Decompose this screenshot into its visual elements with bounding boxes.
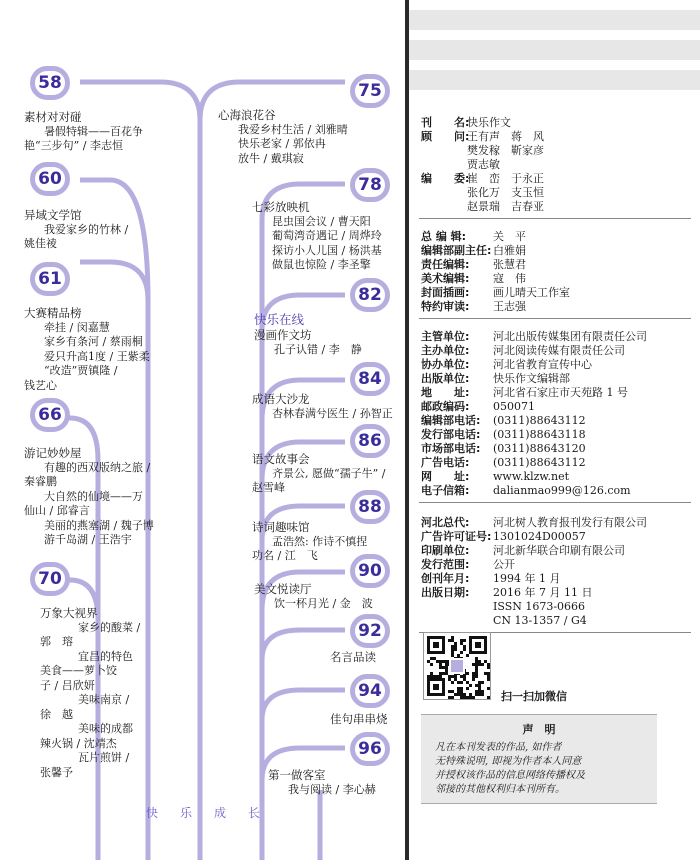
- notice-line: 凡在本刊发表的作品, 如作者: [435, 742, 562, 753]
- masthead-row: [421, 470, 569, 484]
- toc-entry[interactable]: 孔子认错 / 李 静: [274, 342, 362, 356]
- masthead-label: 邮政编码:: [421, 400, 470, 413]
- page-number-badge: 96: [350, 732, 390, 766]
- masthead-label: 顾 问:: [421, 130, 470, 143]
- masthead-value: (0311)88643120: [493, 442, 586, 455]
- column-title[interactable]: 语文故事会: [252, 452, 310, 466]
- page-number-badge: 82: [350, 278, 390, 312]
- masthead-row: [421, 516, 647, 530]
- masthead-value: (0311)88643112: [493, 456, 586, 469]
- toc-entry[interactable]: 饮一杯月光 / 金 波: [274, 596, 373, 610]
- toc-entry[interactable]: 我与阅读 / 李心赫: [288, 782, 376, 796]
- masthead-label: 地 址:: [421, 386, 470, 399]
- masthead-label: 市场部电话:: [421, 442, 481, 455]
- toc-entry[interactable]: 我爱家乡的竹林 /: [44, 222, 129, 236]
- masthead-label: 特约审读:: [421, 300, 470, 313]
- column-title[interactable]: 素材对对碰: [24, 110, 82, 124]
- masthead-value: (0311)88643118: [493, 428, 586, 441]
- page-number-badge: 61: [30, 262, 70, 296]
- decor-stripe: [409, 70, 700, 90]
- masthead-label: 编 委:: [421, 172, 470, 185]
- masthead-row: [421, 300, 526, 314]
- divider-line: [419, 318, 691, 319]
- masthead-label: 编辑部电话:: [421, 414, 481, 427]
- page-number-badge: 90: [350, 554, 390, 588]
- page-number-badge: 66: [30, 398, 70, 432]
- page-number-badge: 92: [350, 614, 390, 648]
- masthead-value[interactable]: dalianmao999@126.com: [493, 484, 631, 497]
- masthead-value: CN 13-1357 / G4: [493, 614, 587, 627]
- notice-line: 无特殊说明, 即视为作者本人同意: [435, 756, 582, 767]
- masthead-row: [421, 586, 592, 600]
- masthead-value: 快乐作文: [467, 116, 511, 129]
- masthead-value: 樊发稼 靳家彦: [467, 144, 544, 157]
- toc-entry[interactable]: 秦睿鹏: [24, 475, 57, 488]
- masthead-row: [421, 144, 544, 158]
- masthead-row: [421, 230, 526, 244]
- divider-line: [419, 218, 691, 219]
- masthead-value: 1301024D00057: [493, 530, 586, 543]
- masthead-row: [421, 130, 544, 144]
- bottom-banner-char: 成: [214, 806, 227, 820]
- masthead-row: [421, 272, 526, 286]
- toc-entry[interactable]: 仙山 / 邱睿言: [24, 504, 90, 517]
- section-title: 快乐在线: [254, 312, 305, 327]
- copyright-notice: [421, 714, 657, 804]
- masthead-value: 张化万 支玉恒: [467, 186, 544, 199]
- masthead-label: 总 编 辑:: [421, 230, 467, 243]
- toc-entry[interactable]: 美丽的燕塞湖 / 魏子博: [44, 518, 154, 532]
- masthead-row: [421, 200, 544, 214]
- toc-entry[interactable]: 大自然的仙境——万: [44, 489, 143, 503]
- masthead-label: 出版日期:: [421, 586, 470, 599]
- masthead-label: 美术编辑:: [421, 272, 470, 285]
- masthead-value: 河北出版传媒集团有限责任公司: [493, 330, 647, 343]
- masthead-value: 2016 年 7 月 11 日: [493, 586, 593, 599]
- masthead-row: [421, 428, 586, 442]
- toc-entry[interactable]: 姚佳祾: [24, 237, 57, 250]
- column-title[interactable]: 心海浪花谷: [218, 108, 276, 122]
- notice-title: 声 明: [522, 723, 556, 736]
- toc-entry[interactable]: 辣火锅 / 沈靖杰: [40, 736, 117, 750]
- toc-entry[interactable]: 艳“三步句” / 李志恒: [24, 139, 123, 152]
- masthead-row: [421, 116, 511, 130]
- masthead-value: 王志强: [493, 300, 526, 313]
- masthead-label: 编辑部副主任:: [421, 244, 492, 257]
- page-number-badge: 86: [350, 424, 390, 458]
- toc-entry[interactable]: 郭 瑢: [40, 635, 73, 648]
- column-title[interactable]: 名言品读: [330, 650, 376, 664]
- masthead-label: 河北总代:: [421, 516, 470, 529]
- masthead-row: [421, 400, 535, 414]
- toc-entry[interactable]: 齐景公, 愿做“孺子牛” /: [272, 466, 386, 480]
- masthead-label: 责任编辑:: [421, 258, 470, 271]
- masthead-value: 崔 峦 于永正: [467, 172, 544, 185]
- bottom-banner-char: 长: [248, 806, 261, 820]
- toc-entry[interactable]: 放牛 / 戴琪寂: [238, 151, 304, 165]
- toc-entry[interactable]: “改造”贾镇隆 /: [44, 364, 118, 377]
- masthead-row: [421, 172, 544, 186]
- page-number-badge: 88: [350, 490, 390, 524]
- column-title[interactable]: 七彩放映机: [252, 200, 310, 214]
- toc-entry[interactable]: 孟浩然: 作诗不慎捏: [272, 534, 368, 548]
- page-number-badge: 94: [350, 674, 390, 708]
- page-number-badge: 60: [30, 162, 70, 196]
- toc-entry[interactable]: 赵雪峰: [252, 481, 285, 494]
- masthead-panel: [409, 0, 700, 860]
- masthead-label: 网 址:: [421, 470, 470, 483]
- column-title[interactable]: 大赛精品榜: [24, 306, 82, 320]
- masthead-row: [421, 558, 515, 572]
- column-title[interactable]: 佳句串串烧: [330, 712, 388, 726]
- toc-entry[interactable]: 有趣的西双版纳之旅 /: [44, 460, 151, 474]
- masthead-row: [421, 344, 625, 358]
- masthead-value: 河北新华联合印刷有限公司: [493, 544, 625, 557]
- masthead-value: 白雅娟: [493, 244, 526, 257]
- page-number-badge: 70: [30, 562, 70, 596]
- bottom-banner-char: 快: [146, 806, 159, 820]
- notice-text: [421, 737, 657, 797]
- toc-entry[interactable]: 爱只升高1度 / 王紫柔: [44, 349, 150, 363]
- masthead-value: 河北树人教育报刊发行有限公司: [493, 516, 647, 529]
- toc-entry[interactable]: 子 / 吕欣妍: [40, 678, 95, 692]
- masthead-value: 1994 年 1 月: [493, 572, 561, 585]
- toc-entry[interactable]: 宜昌的特色: [78, 649, 133, 663]
- masthead-value: 王有声 蒋 风: [467, 130, 544, 143]
- masthead-label: 广告电话:: [421, 456, 470, 469]
- column-title[interactable]: 漫画作文坊: [254, 328, 312, 342]
- masthead-row: [421, 330, 647, 344]
- masthead-row: [421, 244, 526, 258]
- masthead-row: [421, 386, 628, 400]
- masthead-label: 刊 名:: [421, 116, 470, 129]
- qr-caption: 扫一扫加微信: [501, 690, 567, 703]
- masthead-value: 画儿晴天工作室: [493, 286, 570, 299]
- toc-entry[interactable]: 功名 / 江 飞: [252, 549, 318, 562]
- masthead-value: 关 平: [493, 230, 526, 243]
- masthead-row: [421, 530, 586, 544]
- toc-entry[interactable]: 美味的成都: [78, 722, 133, 735]
- masthead-label: 发行部电话:: [421, 428, 481, 441]
- notice-line: 邻接的其他权利归本刊所有。: [435, 784, 565, 795]
- masthead-label: 主办单位:: [421, 344, 470, 357]
- column-title[interactable]: 成语大沙龙: [252, 392, 310, 406]
- masthead-label: 创刊年月:: [421, 572, 470, 585]
- masthead-row: [421, 186, 544, 200]
- masthead-value[interactable]: www.klzw.net: [493, 470, 570, 483]
- masthead-value: 河北省教育宣传中心: [493, 358, 592, 371]
- wechat-qr-code: [423, 632, 491, 700]
- toc-entry[interactable]: 美食——萝卜饺: [40, 664, 117, 677]
- toc-entry[interactable]: 昆虫国会议 / 曹天阳: [272, 214, 371, 228]
- masthead-row: [421, 600, 585, 614]
- masthead-value: 河北阅读传媒有限责任公司: [493, 344, 625, 357]
- masthead-value: 贾志敏: [467, 158, 500, 171]
- toc-entry[interactable]: 美味南京 /: [78, 693, 130, 706]
- toc-entry[interactable]: 暑假特辑——百花争: [44, 124, 143, 138]
- masthead-value: 公开: [493, 558, 515, 571]
- toc-entry[interactable]: 做鼠也惊险 / 李圣擎: [272, 258, 371, 271]
- decor-stripe: [409, 10, 700, 30]
- page-number-badge: 58: [30, 66, 70, 100]
- toc-entry[interactable]: 探访小人儿国 / 杨洪基: [272, 243, 382, 257]
- masthead-row: [421, 414, 586, 428]
- masthead-value: ISSN 1673-0666: [493, 600, 586, 613]
- toc-entry[interactable]: 游千岛湖 / 王浩宇: [44, 533, 132, 546]
- masthead-label: 协办单位:: [421, 358, 470, 371]
- masthead-label: 印刷单位:: [421, 544, 470, 557]
- toc-entry[interactable]: 葡萄湾奇遇记 / 周烨玲: [272, 229, 382, 242]
- masthead-label: 出版单位:: [421, 372, 470, 385]
- masthead-row: [421, 484, 631, 498]
- masthead-label: 广告许可证号:: [421, 530, 492, 543]
- bottom-banner-char: 乐: [180, 806, 193, 820]
- column-title[interactable]: 诗词趣味馆: [252, 520, 310, 534]
- toc-entry[interactable]: 钱艺心: [24, 378, 57, 392]
- masthead-value: 赵景瑞 吉春亚: [467, 200, 544, 213]
- masthead-label: 电子信箱:: [421, 484, 470, 497]
- column-title[interactable]: 美文悦读厅: [254, 582, 312, 596]
- masthead-value: 寇 伟: [493, 272, 526, 285]
- divider-line: [419, 502, 691, 503]
- masthead-value: 河北省石家庄市天苑路 1 号: [493, 386, 628, 399]
- column-title[interactable]: 万象大视界: [40, 606, 98, 620]
- toc-entry[interactable]: 快乐老家 / 郭依冉: [238, 137, 326, 150]
- masthead-row: [421, 614, 587, 628]
- masthead-row: [421, 442, 586, 456]
- masthead-row: [421, 544, 625, 558]
- toc-entry[interactable]: 杏林春满兮医生 / 孙智正: [272, 406, 393, 420]
- masthead-label: 发行范围:: [421, 558, 470, 571]
- masthead-row: [421, 258, 526, 272]
- column-title[interactable]: 第一做客室: [268, 768, 326, 782]
- masthead-row: [421, 358, 592, 372]
- masthead-value: 快乐作文编辑部: [493, 372, 570, 385]
- page-number-badge: 78: [350, 168, 390, 202]
- column-title[interactable]: 游记妙妙屋: [24, 446, 82, 460]
- masthead-label: 封面插画:: [421, 286, 470, 299]
- page-number-badge: 84: [350, 362, 390, 396]
- masthead-row: [421, 572, 560, 586]
- masthead-row: [421, 456, 586, 470]
- toc-entry[interactable]: 瓦片煎饼 /: [78, 751, 130, 764]
- toc-entry[interactable]: 徐 越: [40, 707, 73, 721]
- masthead-row: [421, 286, 570, 300]
- masthead-value: 张慧君: [493, 258, 526, 271]
- toc-entry[interactable]: 张馨予: [40, 765, 73, 779]
- masthead-value: 050071: [493, 400, 535, 413]
- page-number-badge: 75: [350, 74, 390, 108]
- masthead-row: [421, 372, 570, 386]
- toc-entry[interactable]: 家乡有条河 / 蔡雨桐: [44, 335, 143, 348]
- toc-entry[interactable]: 家乡的酸菜 /: [78, 620, 141, 634]
- masthead-label: 主管单位:: [421, 330, 470, 343]
- notice-line: 并授权该作品的信息网络传播权及: [435, 770, 585, 781]
- column-title[interactable]: 异域文学馆: [24, 208, 82, 222]
- toc-entry[interactable]: 我爱乡村生活 / 刘雅晴: [238, 122, 348, 136]
- toc-entry[interactable]: 牵挂 / 闵嘉慧: [44, 320, 110, 334]
- decor-stripe: [409, 40, 700, 60]
- masthead-value: (0311)88643112: [493, 414, 586, 427]
- masthead-row: [421, 158, 500, 172]
